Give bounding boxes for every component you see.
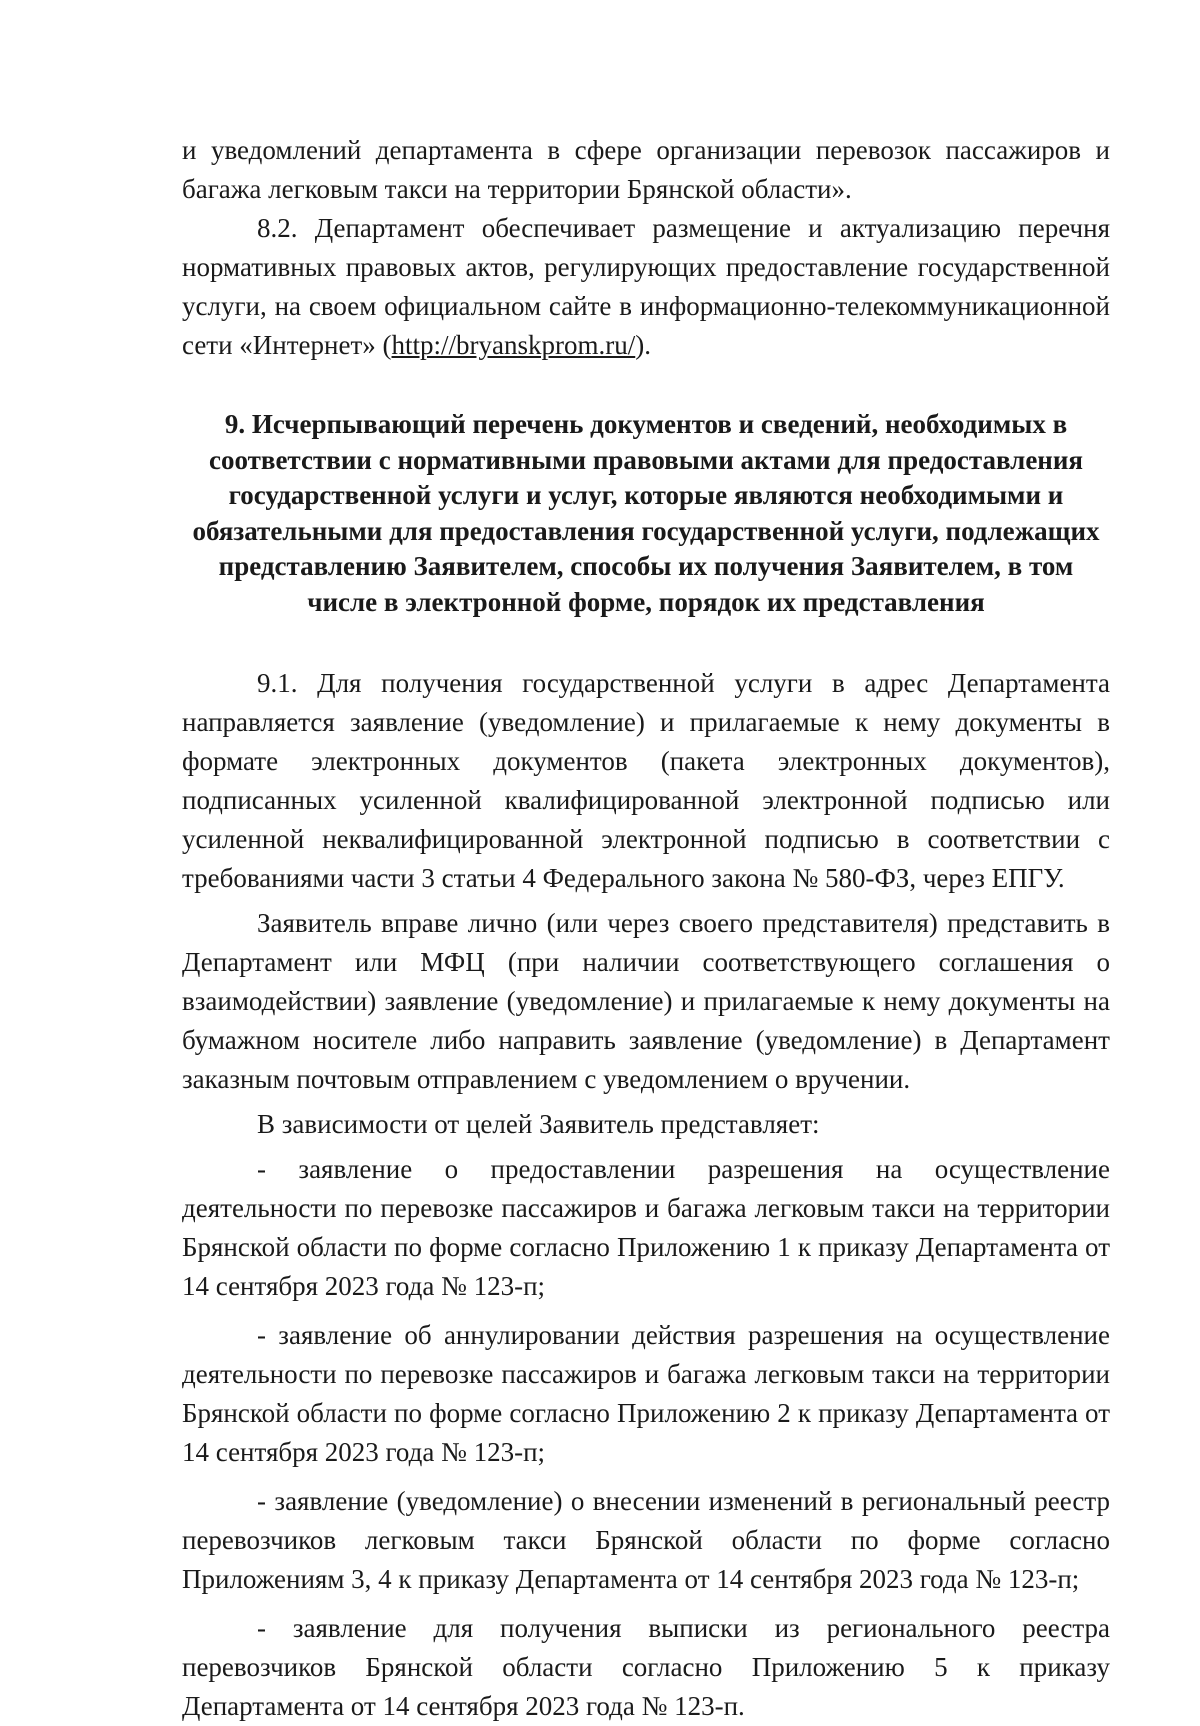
spacer	[182, 620, 1110, 664]
website-link[interactable]: http://bryanskprom.ru/	[391, 330, 636, 360]
section-heading-9: 9. Исчерпывающий перечень документов и сведений, необходимых в соответствии с нормативными правовыми актами для предоставления государственной услуги и услуг, которые являются необходимыми и обязательными для предоставления государственной услуги, подлежащих представлению Заявителем, способы их получения Заявителем, в том числе в электронной форме, порядок их представления	[192, 409, 1100, 617]
document-page	[182, 131, 1110, 1726]
paragraph-8-2-text: 8.2. Департамент обеспечивает размещение и актуализацию перечня нормативных правовых актов, регулирующих предоставление государственной услуги, на своем официальном сайте в информационно-телекоммуникационной сети «Интернет» (	[182, 213, 1110, 360]
paragraph-9-1: 9.1. Для получения государственной услуги в адрес Департамента направляется заявление (уведомление) и прилагаемые к нему документы в формате электронных документов (пакета электронных документов), подписанных усиленной квалифицированной электронной подписью или усиленной неквалифицированной электронной подписью в соответствии с требованиями части 3 статьи 4 Федерального закона № 580-ФЗ, через ЕПГУ.	[182, 668, 1110, 893]
list-item: - заявление об аннулировании действия разрешения на осуществление деятельности по перевозке пассажиров и багажа легковым такси на территории Брянской области по форме согласно Приложению 2 к приказу Департамента от 14 сентября 2023 года № 123-п;	[182, 1320, 1110, 1467]
paragraph-depending-on-goals: В зависимости от целей Заявитель представляет:	[257, 1109, 820, 1139]
paragraph-applicant-rights: Заявитель вправе лично (или через своего представителя) представить в Департамент или МФЦ (при наличии соответствующего соглашения о взаимодействии) заявление (уведомление) и прилагаемые к нему документы на бумажном носителе либо направить заявление (уведомление) в Департамент заказным почтовым отправлением с уведомлением о вручении.	[182, 908, 1110, 1094]
list-item: - заявление (уведомление) о внесении изменений в региональный реестр перевозчиков легковым такси Брянской области по форме согласно Приложениям 3, 4 к приказу Департамента от 14 сентября 2023 года № 123-п;	[182, 1486, 1110, 1594]
list-item: - заявление о предоставлении разрешения на осуществление деятельности по перевозке пассажиров и багажа легковым такси на территории Брянской области по форме согласно Приложению 1 к приказу Департамента от 14 сентября 2023 года № 123-п;	[182, 1154, 1110, 1301]
paragraph-continuation: и уведомлений департамента в сфере организации перевозок пассажиров и багажа легковым такси на территории Брянской области».	[182, 135, 1110, 204]
paragraph-8-2-end: ).	[635, 330, 651, 360]
list-item: - заявление для получения выписки из регионального реестра перевозчиков Брянской области согласно Приложению 5 к приказу Департамента от 14 сентября 2023 года № 123-п.	[182, 1613, 1110, 1721]
paragraph-8-2	[182, 209, 1110, 365]
